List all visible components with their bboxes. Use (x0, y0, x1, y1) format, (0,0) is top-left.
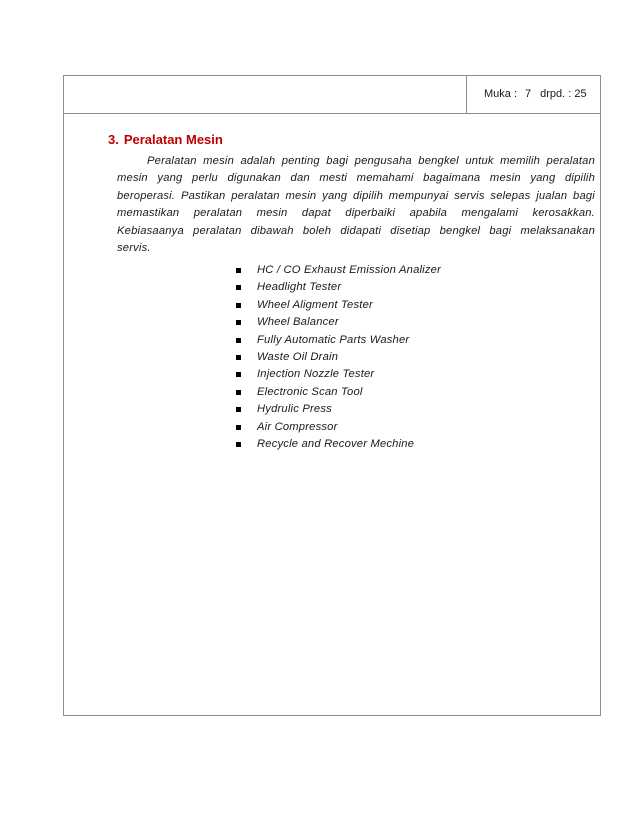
section-title: Peralatan Mesin (123, 132, 223, 147)
square-bullet-icon (236, 355, 241, 360)
section-paragraph: Peralatan mesin adalah penting bagi pengusaha bengkel untuk memilih peralatan mesin yang perlu digunakan dan mesti memahami bagaimana mesin yang dipilih beroperasi. Pastikan peralatan mesin yang dipilih mempunyai servis selepas jualan bagi memastikan peralatan mesin dapat diperbaiki apabila mengalami kerosakkan. Kebiasaanya peralatan dibawah boleh didapati disetiap bengkel bagi melaksanakan servis. (117, 155, 595, 255)
list-item-label: Headlight Tester (257, 281, 342, 294)
header-row (64, 76, 600, 114)
list-item-label: Electronic Scan Tool (257, 385, 363, 398)
square-bullet-icon (236, 285, 241, 290)
section-number: 3. (108, 132, 119, 147)
square-bullet-icon (236, 407, 241, 412)
list-item-label: Recycle and Recover Mechine (257, 438, 415, 451)
list-item (236, 401, 441, 418)
square-bullet-icon (236, 320, 241, 325)
list-item (236, 436, 441, 453)
section-heading (108, 132, 223, 147)
list-item (236, 419, 441, 436)
list-item (236, 262, 441, 279)
of-label: drpd. : (540, 88, 572, 100)
total-pages: 25 (574, 88, 587, 100)
list-item-label: Air Compressor (257, 420, 338, 433)
square-bullet-icon (236, 425, 241, 430)
page-number: 7 (525, 88, 532, 100)
list-item-label: Wheel Aligment Tester (257, 298, 373, 311)
list-item (236, 384, 441, 401)
list-item (236, 297, 441, 314)
list-item-label: HC / CO Exhaust Emission Analizer (257, 264, 441, 276)
list-item (236, 349, 441, 366)
square-bullet-icon (236, 390, 241, 395)
list-item (236, 314, 441, 331)
list-item-label: Fully Automatic Parts Washer (257, 333, 410, 346)
list-item-label: Wheel Balancer (257, 316, 339, 329)
square-bullet-icon (236, 372, 241, 377)
page-counter (466, 76, 600, 113)
list-item-label: Hydrulic Press (257, 403, 332, 416)
list-item-label: Waste Oil Drain (257, 351, 339, 364)
list-item (236, 366, 441, 383)
square-bullet-icon (236, 303, 241, 308)
page-frame (63, 75, 601, 716)
page-label: Muka : (484, 88, 518, 100)
square-bullet-icon (236, 268, 241, 273)
list-item (236, 332, 441, 349)
list-item-label: Injection Nozzle Tester (257, 368, 375, 381)
equipment-list (236, 262, 441, 453)
list-item (236, 279, 441, 296)
square-bullet-icon (236, 338, 241, 343)
square-bullet-icon (236, 442, 241, 447)
